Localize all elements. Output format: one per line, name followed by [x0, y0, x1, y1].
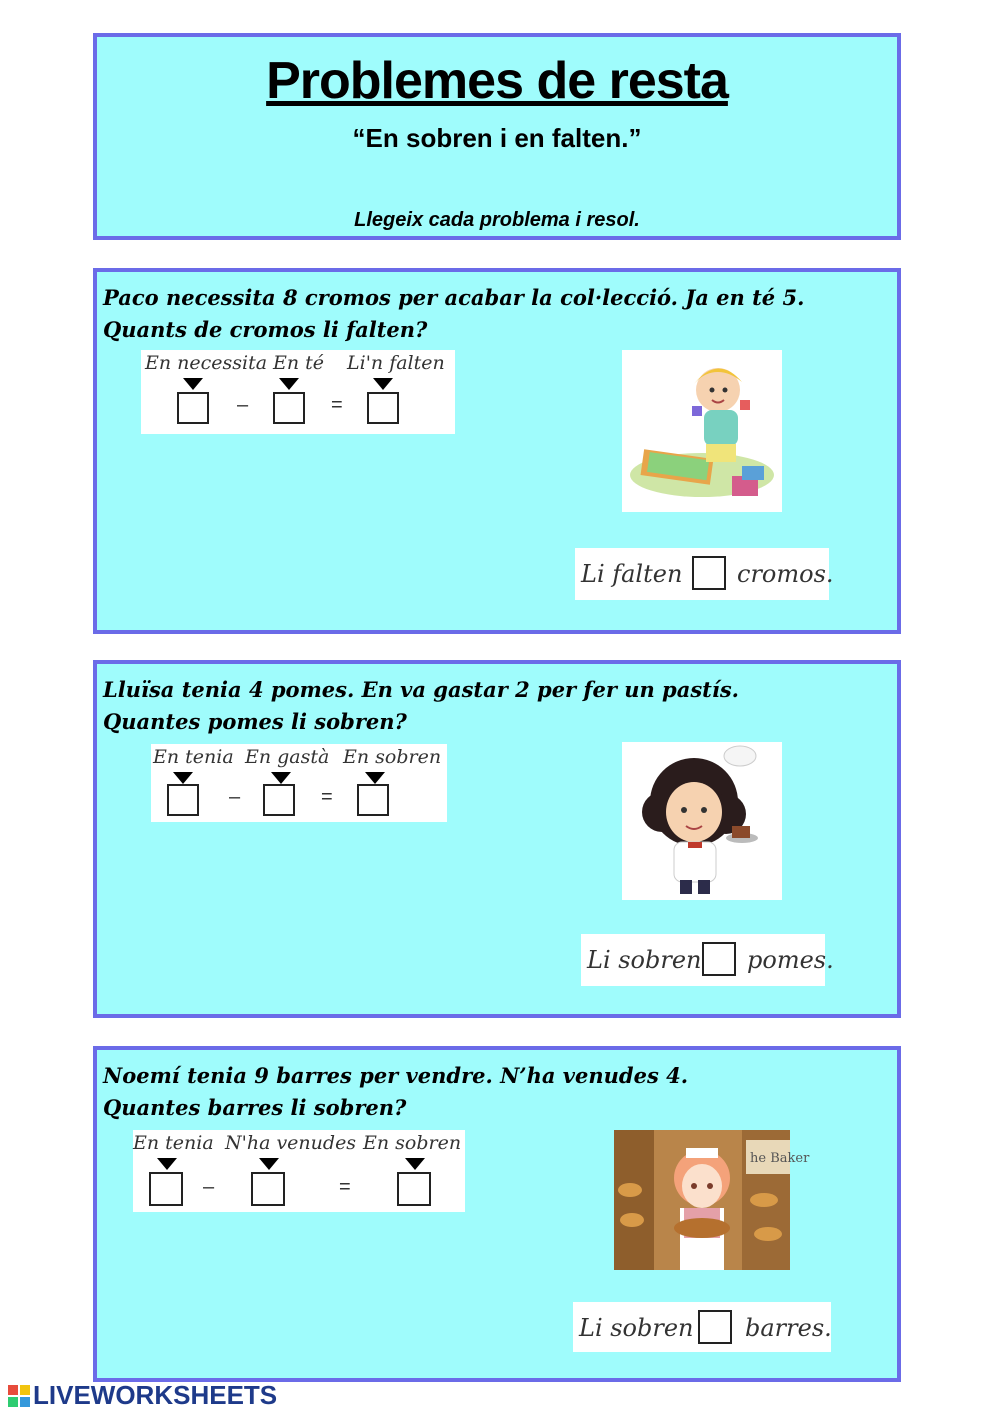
- formula-label: En necessita: [145, 352, 268, 374]
- problem-panel-2: [93, 660, 901, 1018]
- answer-suffix: pomes.: [747, 946, 834, 974]
- girl-chef-with-cake-image: [622, 742, 782, 900]
- problem-statement: Lluïsa tenia 4 pomes. En va gastar 2 per fer un pastís.: [103, 677, 739, 702]
- down-arrow-icon: [259, 1158, 279, 1170]
- difference-input[interactable]: [357, 784, 389, 816]
- subtrahend-input[interactable]: [251, 1172, 285, 1206]
- problem-question: Quants de cromos li falten?: [103, 317, 428, 342]
- answer-block: [573, 1302, 831, 1352]
- answer-input[interactable]: [702, 942, 736, 976]
- down-arrow-icon: [183, 378, 203, 390]
- answer-block: [581, 934, 834, 986]
- answer-block: [575, 548, 834, 600]
- difference-input[interactable]: [397, 1172, 431, 1206]
- problem-text: [103, 1060, 688, 1124]
- baker-girl-with-bread-image: [614, 1130, 810, 1270]
- down-arrow-icon: [405, 1158, 425, 1170]
- problem-statement: Paco necessita 8 cromos per acabar la col·lecció. Ja en té 5.: [103, 285, 805, 310]
- minuend-input[interactable]: [149, 1172, 183, 1206]
- minuend-input[interactable]: [177, 392, 209, 424]
- problem-panel-1: [93, 268, 901, 634]
- footer-brand: [8, 1380, 277, 1410]
- formula-label: En sobren: [343, 746, 442, 768]
- formula-label: En té: [273, 352, 325, 374]
- down-arrow-icon: [365, 772, 385, 784]
- header-panel: [93, 33, 901, 240]
- answer-suffix: barres.: [745, 1314, 832, 1342]
- page-title: Problemes de resta: [266, 52, 728, 110]
- problem-question: Quantes barres li sobren?: [103, 1095, 407, 1120]
- answer-suffix: cromos.: [737, 560, 834, 588]
- answer-prefix: Li sobren: [579, 1314, 694, 1342]
- subtrahend-input[interactable]: [273, 392, 305, 424]
- difference-input[interactable]: [367, 392, 399, 424]
- formula-label: En gastà: [245, 746, 330, 768]
- page-subtitle: “En sobren i en falten.”: [352, 123, 642, 153]
- minus-sign: –: [229, 786, 241, 808]
- down-arrow-icon: [173, 772, 193, 784]
- down-arrow-icon: [157, 1158, 177, 1170]
- problem-text: [103, 282, 804, 346]
- formula-label: En tenia: [133, 1132, 214, 1154]
- instruction-text: Llegeix cada problema i resol.: [354, 209, 640, 231]
- problem-question: Quantes pomes li sobren?: [103, 709, 407, 734]
- minuend-input[interactable]: [167, 784, 199, 816]
- answer-input[interactable]: [698, 1310, 732, 1344]
- minus-sign: –: [203, 1176, 215, 1198]
- answer-prefix: Li falten: [581, 560, 683, 588]
- formula-block: [151, 744, 447, 822]
- down-arrow-icon: [279, 378, 299, 390]
- minus-sign: –: [237, 394, 249, 416]
- answer-prefix: Li sobren: [587, 946, 702, 974]
- footer-brand-text: LIVEWORKSHEETS: [33, 1380, 278, 1410]
- liveworksheets-logo-icon: [8, 1383, 30, 1405]
- problem-panel-3: [93, 1046, 901, 1382]
- formula-label: Li'n falten: [347, 352, 445, 374]
- formula-block: [133, 1130, 465, 1212]
- child-with-sticker-album-image: [622, 350, 782, 512]
- formula-label: N'ha venudes: [225, 1132, 357, 1154]
- down-arrow-icon: [373, 378, 393, 390]
- formula-block: [141, 350, 455, 434]
- equals-sign: =: [339, 1176, 351, 1198]
- equals-sign: =: [331, 394, 343, 416]
- formula-label: En tenia: [153, 746, 234, 768]
- down-arrow-icon: [271, 772, 291, 784]
- problem-statement: Noemí tenia 9 barres per vendre. N’ha venudes 4.: [103, 1063, 689, 1088]
- subtrahend-input[interactable]: [263, 784, 295, 816]
- answer-input[interactable]: [692, 556, 726, 590]
- formula-label: En sobren: [363, 1132, 462, 1154]
- bakery-sign-text: he Baker: [750, 1151, 810, 1166]
- problem-text: [103, 674, 739, 738]
- equals-sign: =: [321, 786, 333, 808]
